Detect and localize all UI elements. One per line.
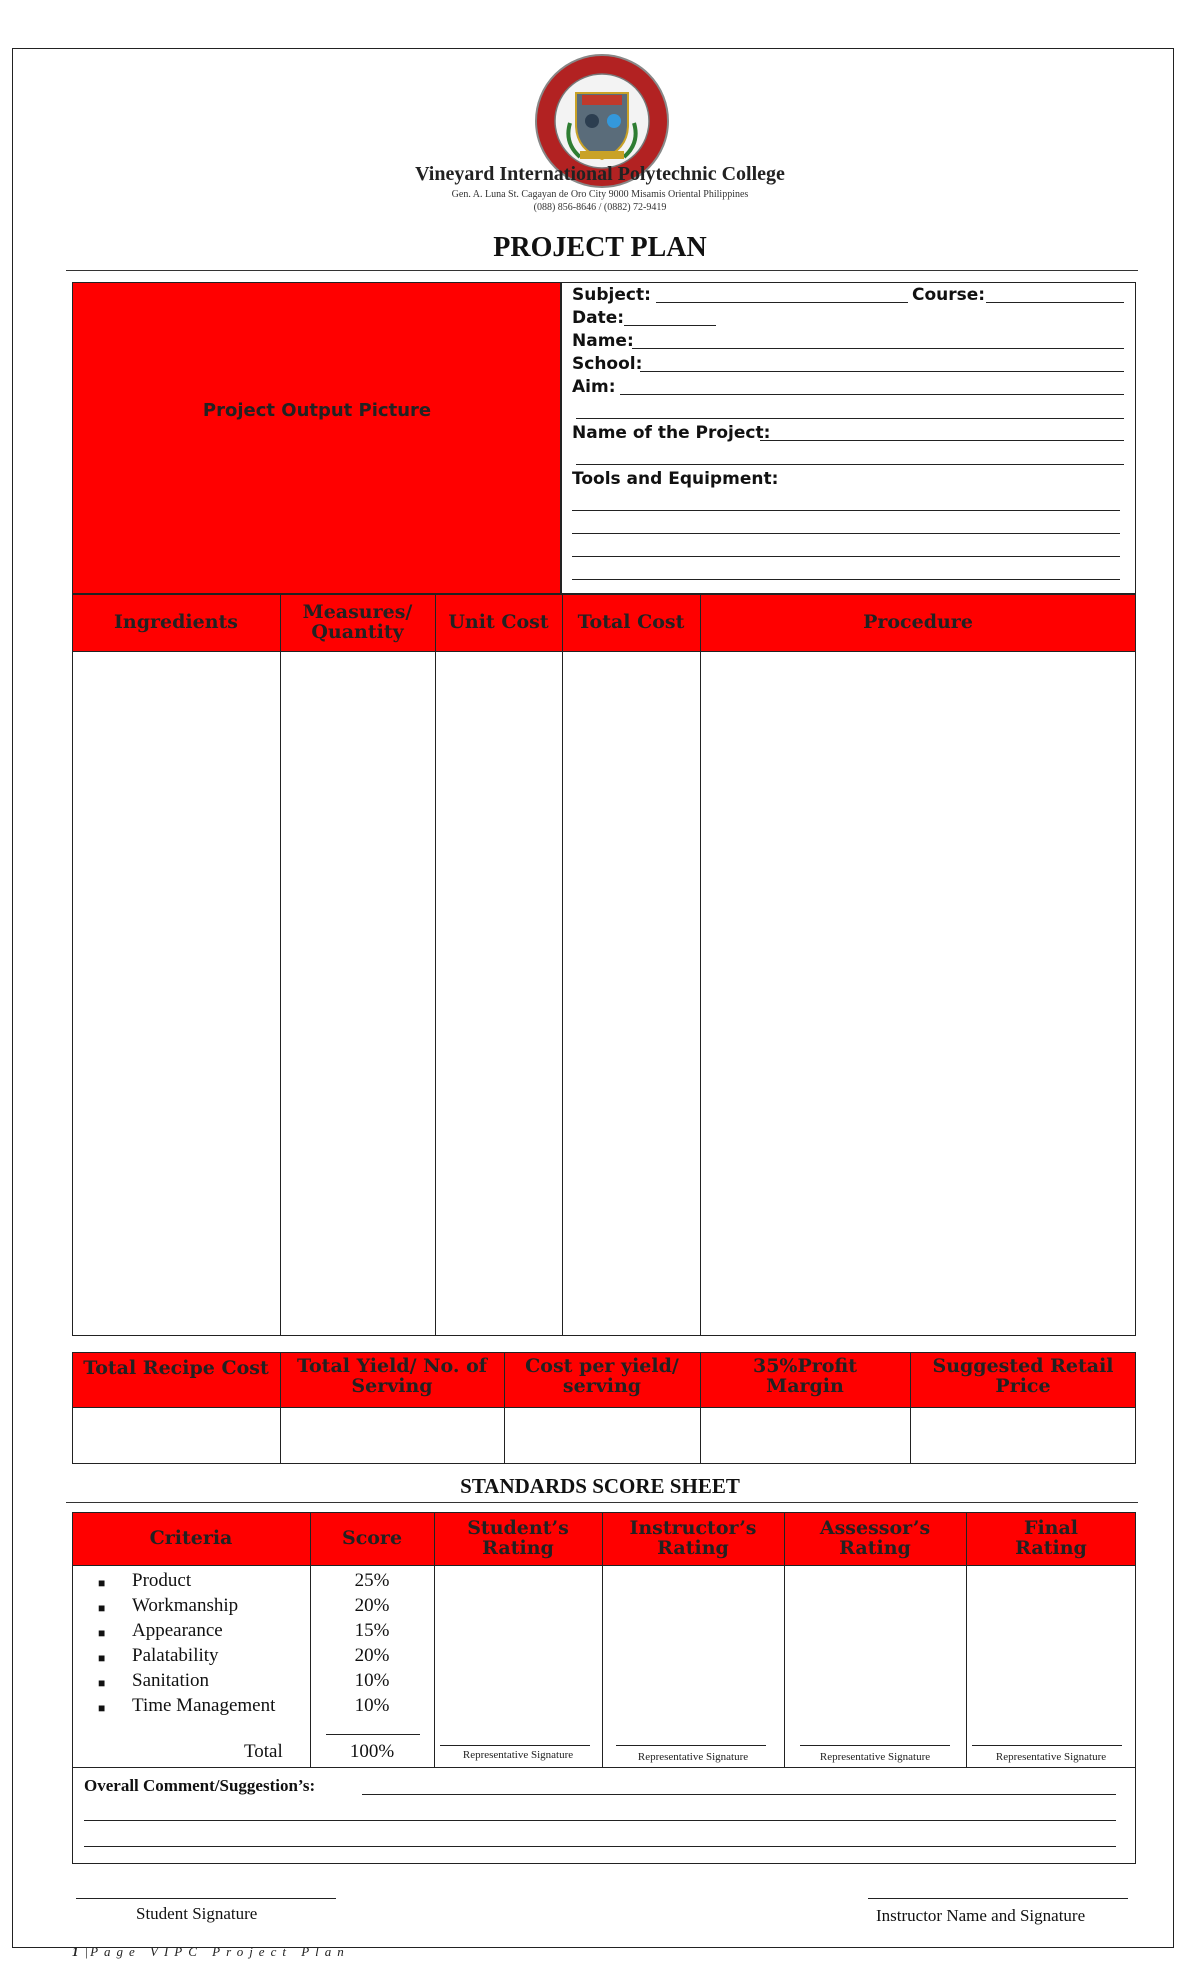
header-final-rating-line2: Rating: [1015, 1537, 1087, 1559]
page-footer: [72, 1944, 350, 1960]
course-label: Course:: [912, 285, 986, 305]
criteria-item: Palatability: [132, 1645, 219, 1666]
header-instructors-rating: [602, 1512, 784, 1566]
header-instructors-rating-line1: Instructor’s: [629, 1517, 757, 1540]
course-field[interactable]: [986, 302, 1124, 303]
header-assessors-rating-line1: Assessor’s: [819, 1517, 931, 1540]
column-divider: [700, 594, 701, 1336]
instructor-signature-label: Instructor Name and Signature: [876, 1906, 1086, 1925]
comment-field-line-3[interactable]: [84, 1846, 1116, 1847]
bullet-icon: ■: [98, 1601, 106, 1615]
header-profit-margin-line2: Margin: [766, 1374, 844, 1397]
cost-summary-body[interactable]: [72, 1408, 1136, 1464]
project-output-picture-label: Project Output Picture: [202, 400, 432, 421]
subject-field[interactable]: [656, 302, 908, 303]
total-score: 100%: [349, 1741, 395, 1762]
header-suggested-retail-price: [910, 1352, 1136, 1408]
name-field[interactable]: [632, 348, 1124, 349]
header-ingredients: Ingredients: [114, 611, 238, 634]
header-students-rating: [434, 1512, 602, 1566]
aim-field-line-2[interactable]: [576, 418, 1124, 419]
criteria-score: 20%: [354, 1595, 390, 1616]
school-label: School:: [572, 354, 643, 374]
criteria-item: Time Management: [132, 1695, 276, 1716]
header-assessors-rating: [784, 1512, 966, 1566]
project-name-label: Name of the Project:: [572, 423, 771, 443]
comment-field-line-2[interactable]: [84, 1820, 1116, 1821]
college-name: Vineyard International Polytechnic College: [415, 163, 785, 185]
comment-field-line-1[interactable]: [362, 1794, 1116, 1795]
criteria-score: 15%: [354, 1620, 390, 1641]
assessors-signature-line[interactable]: [800, 1745, 950, 1746]
bullet-icon: ■: [98, 1576, 106, 1590]
criteria-item: Product: [132, 1570, 192, 1591]
column-divider: [562, 594, 563, 1336]
header-measures-line2: Quantity: [311, 621, 404, 643]
student-signature-label: Student Signature: [136, 1904, 258, 1923]
tools-label: Tools and Equipment:: [572, 469, 779, 489]
bullet-icon: ■: [98, 1701, 106, 1715]
criteria-score: 10%: [354, 1670, 390, 1691]
header-unit-cost: Unit Cost: [448, 611, 549, 634]
header-measures-line1: Measures/: [302, 601, 413, 624]
assessors-representative-signature: Representative Signature: [819, 1751, 931, 1763]
tools-field-line-4[interactable]: [572, 579, 1120, 580]
ingredients-table: [72, 594, 1136, 1336]
school-field[interactable]: [640, 371, 1124, 372]
header-measures: [280, 594, 435, 652]
criteria-score: 25%: [354, 1570, 390, 1591]
header-total-yield-line2: Serving: [351, 1374, 433, 1397]
header-criteria: Criteria: [149, 1527, 233, 1550]
college-phone: (088) 856-8646 / (0882) 72-9419: [533, 202, 667, 213]
date-field[interactable]: [624, 325, 716, 326]
header-students-rating-line1: Student’s: [467, 1517, 569, 1540]
criteria-score: 20%: [354, 1645, 390, 1666]
aim-label: Aim:: [572, 377, 616, 397]
header-total-yield-line1: Total Yield/ No. of: [297, 1355, 487, 1377]
aim-field[interactable]: [620, 394, 1124, 395]
instructors-representative-signature: Representative Signature: [637, 1751, 749, 1763]
header-retail-line1: Suggested Retail: [932, 1355, 1114, 1377]
tools-field-line-3[interactable]: [572, 556, 1120, 557]
header-final-rating-line1: Final: [1023, 1517, 1079, 1540]
comment-label: Overall Comment/Suggestion’s:: [84, 1776, 316, 1795]
student-signature-line[interactable]: [76, 1898, 336, 1899]
tools-field-line-1[interactable]: [572, 510, 1120, 511]
header-profit-margin: [700, 1352, 910, 1408]
header-cost-per-yield-line1: Cost per yield/: [525, 1355, 679, 1377]
footer-separator: |: [84, 1944, 91, 1959]
header-cost-per-yield-line2: serving: [562, 1374, 642, 1397]
project-output-picture-box[interactable]: [72, 282, 562, 594]
header-retail-line2: Price: [995, 1374, 1051, 1397]
bullet-icon: ■: [98, 1676, 106, 1690]
criteria-item: Appearance: [132, 1620, 223, 1641]
header-total-recipe-cost: Total Recipe Cost: [83, 1357, 269, 1380]
tools-field-line-2[interactable]: [572, 533, 1120, 534]
date-label: Date:: [572, 308, 625, 328]
criteria-item: Workmanship: [132, 1595, 239, 1616]
project-name-field[interactable]: [760, 440, 1124, 441]
total-label: Total: [244, 1741, 283, 1762]
header-score: Score: [341, 1527, 403, 1550]
title-divider: [66, 270, 1138, 271]
criteria-score: 10%: [354, 1695, 390, 1716]
column-divider: [280, 594, 281, 1336]
final-signature-line[interactable]: [972, 1745, 1122, 1746]
bullet-icon: ■: [98, 1651, 106, 1665]
students-signature-line[interactable]: [440, 1745, 590, 1746]
header-cost-per-yield: [504, 1352, 700, 1408]
header-assessors-rating-line2: Rating: [839, 1537, 911, 1559]
final-representative-signature: Representative Signature: [995, 1751, 1107, 1763]
document-title: PROJECT PLAN: [493, 232, 707, 263]
footer-text: Page VIPC Project Plan: [90, 1944, 350, 1959]
header-procedure: Procedure: [863, 611, 973, 634]
bullet-icon: ■: [98, 1626, 106, 1640]
instructors-signature-line[interactable]: [616, 1745, 766, 1746]
standards-title: STANDARDS SCORE SHEET: [460, 1474, 740, 1498]
header-instructors-rating-line2: Rating: [657, 1537, 729, 1559]
header-profit-margin-line1: 35%Profit: [752, 1355, 858, 1377]
project-name-field-line-2[interactable]: [576, 464, 1124, 465]
header-final-rating: [966, 1512, 1136, 1566]
header-total-cost: Total Cost: [577, 611, 685, 634]
standards-divider: [66, 1502, 1138, 1503]
score-sum-line: [326, 1734, 420, 1735]
college-address: Gen. A. Luna St. Cagayan de Oro City 9000 Misamis Oriental Philippines: [451, 189, 749, 200]
header-students-rating-line2: Rating: [482, 1537, 554, 1559]
subject-label: Subject:: [572, 285, 651, 305]
page-number: 1: [72, 1944, 85, 1959]
instructor-signature-line[interactable]: [868, 1898, 1128, 1899]
header-total-yield: [280, 1352, 504, 1408]
students-representative-signature: Representative Signature: [462, 1749, 574, 1761]
column-divider: [435, 594, 436, 1336]
name-label: Name:: [572, 331, 634, 351]
criteria-item: Sanitation: [132, 1670, 210, 1691]
